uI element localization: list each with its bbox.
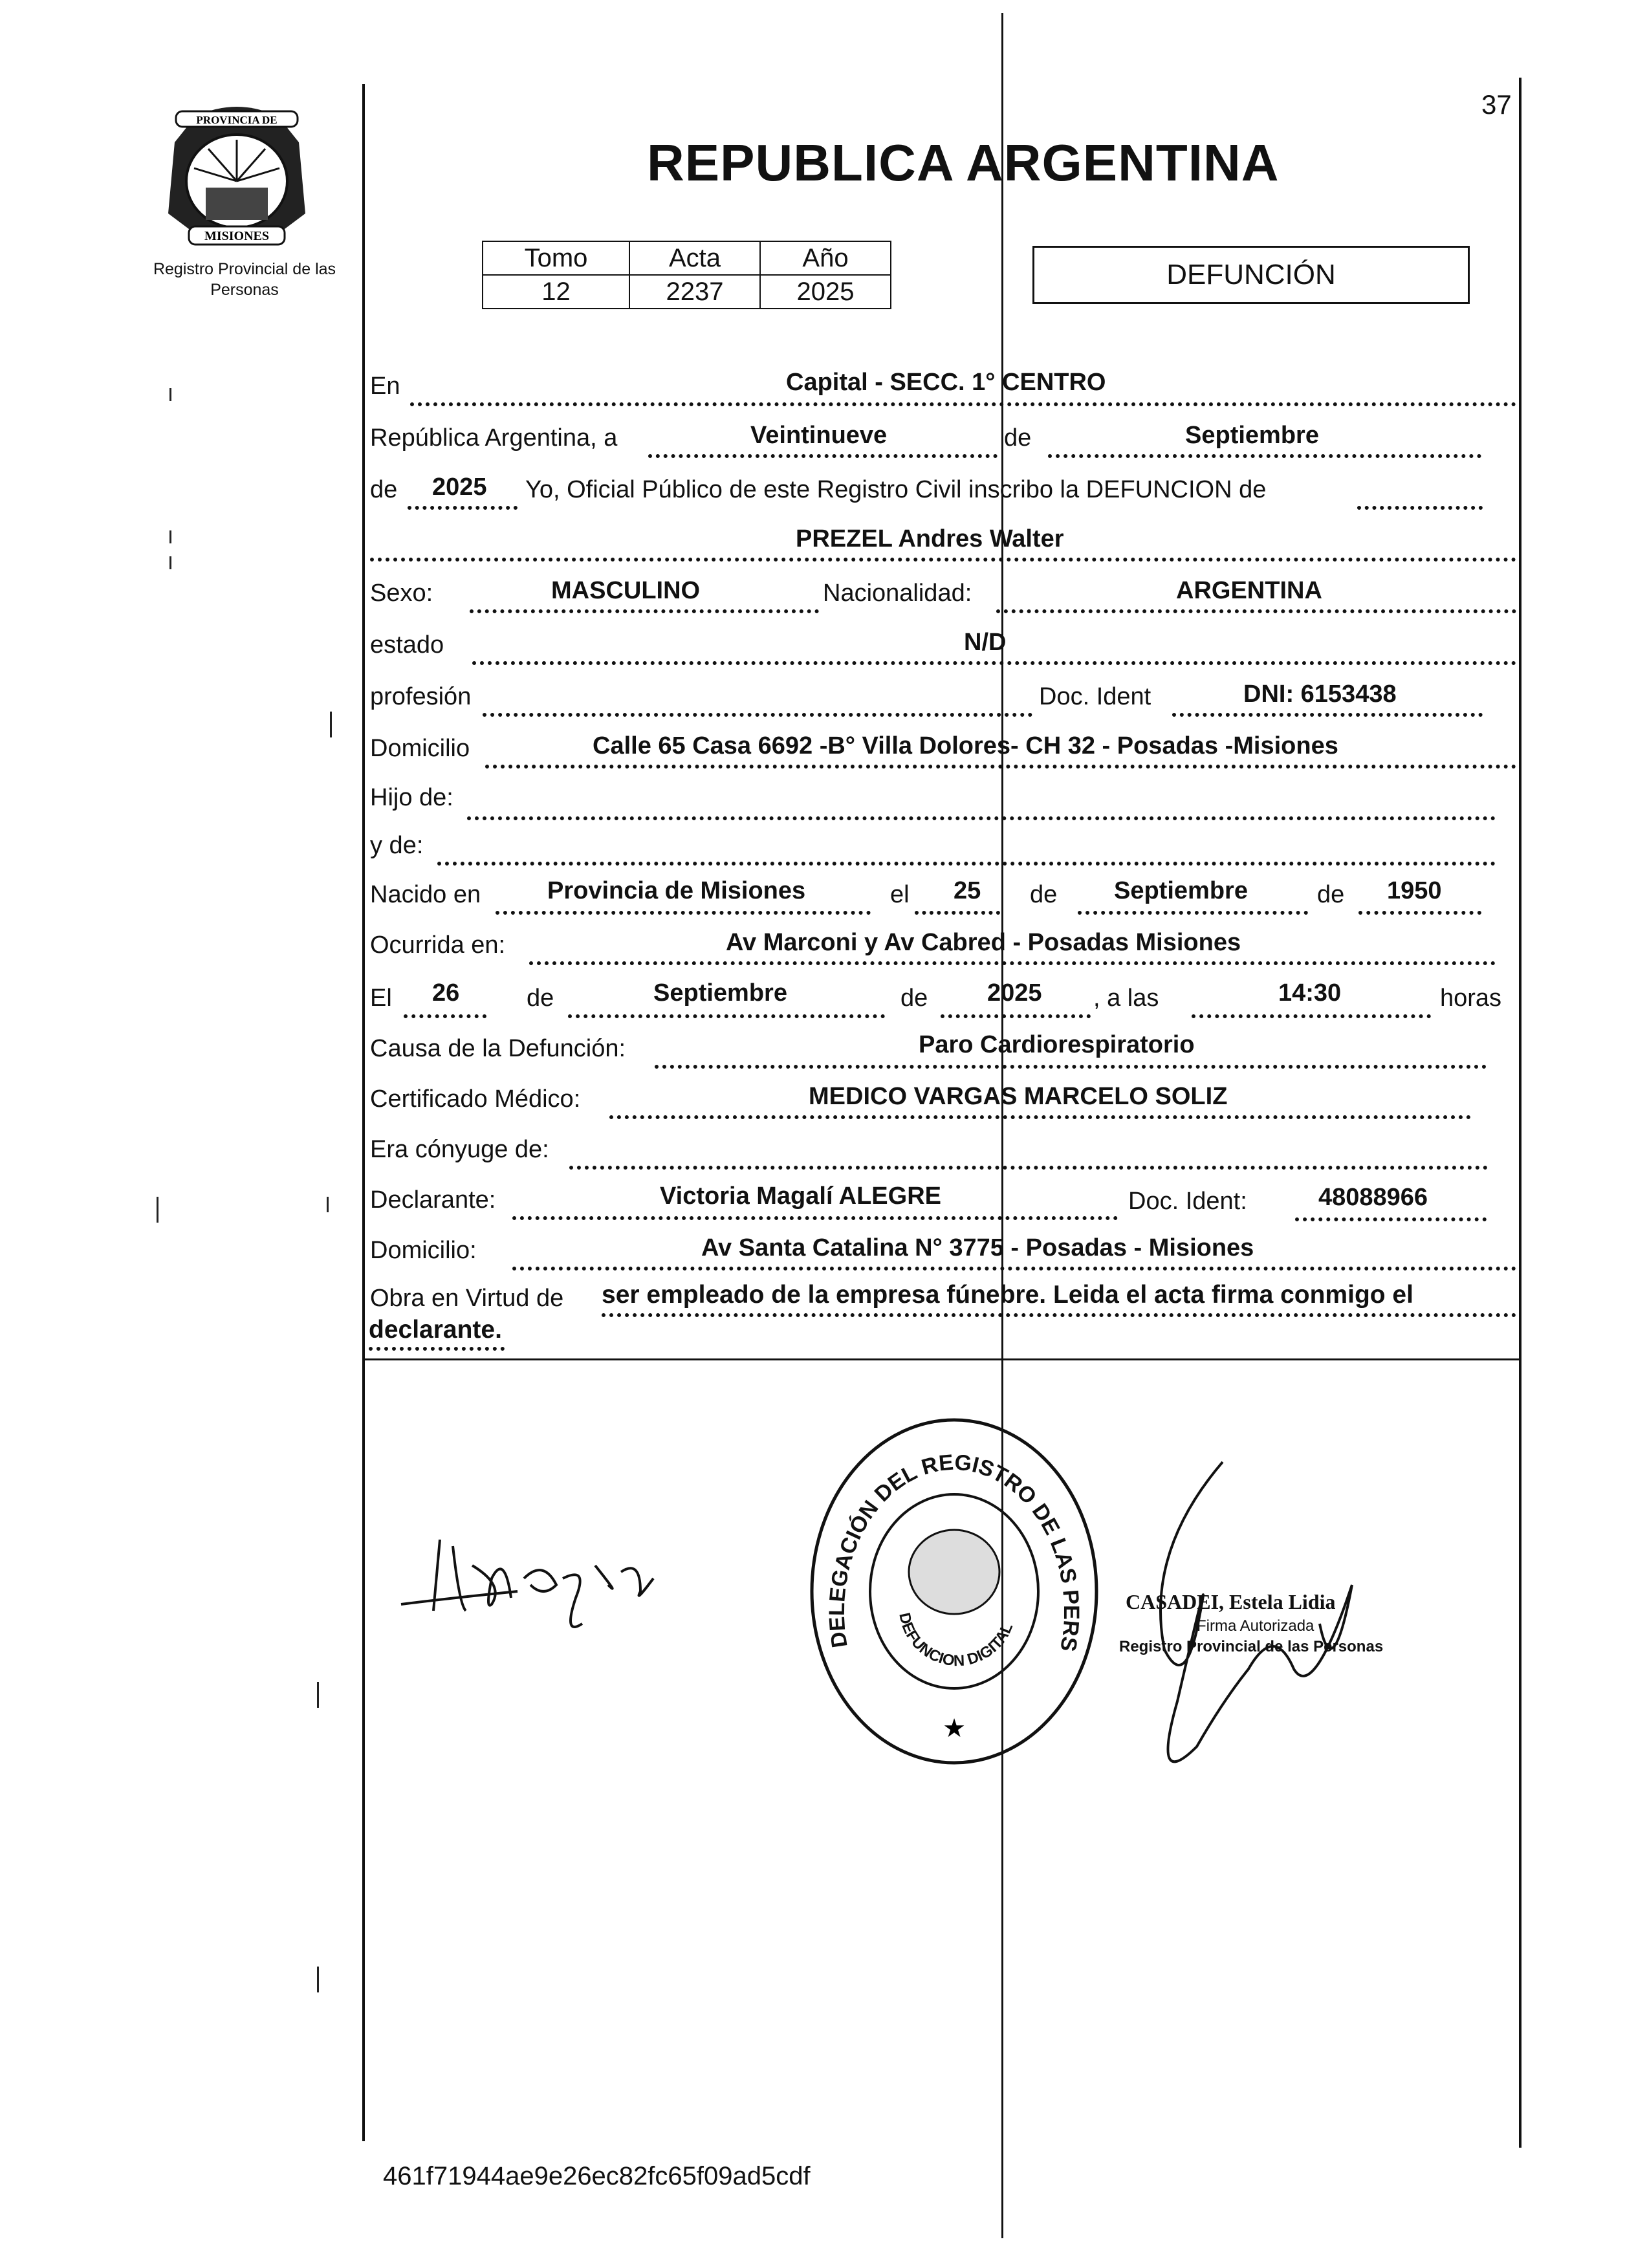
officer-stamp-org: Registro Provincial de las Personas (1119, 1638, 1384, 1655)
stamp-outer-text: DELEGACIÓN DEL REGISTRO DE LAS PERS (824, 1450, 1084, 1653)
label-de: de (1317, 881, 1345, 908)
label-domicilio: Domicilio (370, 735, 470, 762)
label-nacido-en: Nacido en (370, 881, 481, 908)
dotted-line (470, 609, 819, 613)
page-title: REPUBLICA ARGENTINA (647, 134, 1280, 191)
margin-tick (330, 712, 332, 737)
table-header: Año (760, 241, 891, 275)
page-number: 37 (1481, 89, 1512, 120)
svg-text:PROVINCIA DE: PROVINCIA DE (196, 114, 278, 126)
dotted-line (483, 713, 1032, 717)
field-nacionalidad: ARGENTINA (1176, 577, 1322, 604)
label-nacionalidad: Nacionalidad: (823, 580, 972, 607)
field-def-mes: Septiembre (653, 979, 787, 1007)
margin-tick (327, 1197, 329, 1212)
dotted-line (485, 765, 1516, 769)
margin-tick (169, 530, 171, 543)
document-type-box (1032, 246, 1470, 304)
dotted-line (410, 402, 1516, 406)
dotted-line (1358, 911, 1481, 915)
label-declarante: Declarante: (370, 1186, 496, 1214)
table-header: Tomo (483, 241, 629, 275)
dotted-line (1192, 1014, 1431, 1018)
margin-tick (157, 1197, 158, 1223)
label-de: de (370, 476, 398, 503)
dotted-line (369, 1347, 505, 1351)
scan-center-line (1001, 13, 1003, 2238)
svg-text:MISIONES: MISIONES (204, 229, 270, 243)
dotted-line (496, 911, 871, 915)
field-certificado: MEDICO VARGAS MARCELO SOLIZ (809, 1083, 1228, 1110)
dotted-line (404, 1014, 486, 1018)
margin-tick (317, 1967, 319, 1992)
label-conyuge: Era cónyuge de: (370, 1136, 549, 1163)
label-ocurrida-en: Ocurrida en: (370, 932, 506, 959)
dotted-line (1295, 1217, 1487, 1221)
dotted-line (1357, 506, 1483, 510)
label-republica: República Argentina, a (370, 424, 618, 452)
dotted-line (602, 1313, 1516, 1317)
document-hash: 461f71944ae9e26ec82fc65f09ad5cdf (383, 2162, 811, 2190)
field-dia-letras: Veintinueve (750, 422, 888, 449)
field-obra-2: declarante. (369, 1316, 502, 1344)
field-declarante: Victoria Magalí ALEGRE (660, 1183, 941, 1210)
field-mes: Septiembre (1185, 422, 1319, 449)
label-doc-ident: Doc. Ident: (1128, 1188, 1247, 1215)
dotted-line (655, 1065, 1487, 1069)
label-de: de (1030, 881, 1058, 908)
field-lugar: Capital - SECC. 1° CENTRO (786, 369, 1106, 396)
dotted-line (512, 1267, 1516, 1270)
dotted-line (467, 816, 1496, 820)
margin-tick (317, 1682, 319, 1708)
table-cell: 12 (483, 275, 629, 309)
horizontal-rule (362, 1358, 1520, 1360)
dotted-line (1048, 454, 1481, 458)
margin-tick (169, 388, 171, 401)
label-el: El (370, 985, 392, 1012)
label-sexo: Sexo: (370, 580, 433, 607)
dotted-line (568, 1014, 885, 1018)
field-nacido-en: Provincia de Misiones (547, 877, 806, 904)
label-el: el (890, 881, 910, 908)
field-nombre: PREZEL Andres Walter (796, 525, 1064, 552)
table-header: Acta (629, 241, 760, 275)
dotted-line (569, 1166, 1488, 1170)
label-certificado: Certificado Médico: (370, 1085, 581, 1113)
label-obra: Obra en Virtud de (370, 1285, 564, 1312)
record-table (482, 241, 891, 309)
dotted-line (648, 454, 998, 458)
table-cell: 2025 (760, 275, 891, 309)
label-doc-ident: Doc. Ident (1039, 683, 1151, 710)
stamp-inner-text: DEFUNCION DIGITAL (895, 1611, 1017, 1670)
field-def-anio: 2025 (987, 979, 1042, 1007)
label-estado: estado (370, 631, 444, 659)
field-domicilio: Calle 65 Casa 6692 -B° Villa Dolores- CH 32 - Posadas -Misiones (593, 732, 1338, 759)
left-margin-line (362, 84, 365, 2141)
field-doc: DNI: 6153438 (1243, 681, 1397, 708)
label-en: En (370, 373, 400, 400)
field-declarante-doc: 48088966 (1318, 1184, 1428, 1211)
registry-stamp (802, 1413, 1106, 1769)
registry-name: Registro Provincial de las Personas (153, 260, 336, 299)
table-cell: 2237 (629, 275, 760, 309)
declarante-signature (395, 1501, 666, 1643)
label-domicilio: Domicilio: (370, 1237, 477, 1264)
label-horas: horas (1440, 985, 1502, 1012)
label-de: de (900, 985, 928, 1012)
dotted-line (1172, 713, 1483, 717)
label-a-las: , a las (1093, 985, 1159, 1012)
field-nac-dia: 25 (954, 877, 981, 904)
margin-tick (169, 556, 171, 569)
misiones-province-seal-icon (150, 104, 323, 252)
field-hora: 14:30 (1278, 979, 1342, 1007)
dotted-line (915, 911, 1000, 915)
dotted-line (370, 558, 1516, 562)
label-hijo-de: Hijo de: (370, 784, 453, 811)
officer-stamp-role: Firma Autorizada (1197, 1617, 1314, 1635)
field-causa: Paro Cardiorespiratorio (919, 1031, 1195, 1058)
field-anio: 2025 (432, 474, 487, 501)
dotted-line (941, 1014, 1091, 1018)
label-causa: Causa de la Defunción: (370, 1035, 626, 1062)
dotted-line (609, 1115, 1471, 1119)
dotted-line (408, 506, 518, 510)
field-obra-1: ser empleado de la empresa fúnebre. Leida el acta firma conmigo el (602, 1281, 1413, 1309)
field-nac-anio: 1950 (1387, 877, 1442, 904)
field-sexo: MASCULINO (551, 577, 701, 604)
label-de: de (1004, 424, 1032, 452)
dotted-line (996, 609, 1516, 613)
dotted-line (512, 1216, 1118, 1220)
label-profesion: profesión (370, 683, 472, 710)
dotted-line (437, 862, 1496, 866)
officer-stamp-name: CASADEI, Estela Lidia (1126, 1590, 1336, 1613)
field-declarante-domicilio: Av Santa Catalina N° 3775 - Posadas - Misiones (701, 1234, 1254, 1261)
dotted-line (472, 661, 1516, 665)
field-estado: N/D (964, 629, 1007, 656)
label-y-de: y de: (370, 832, 424, 859)
document-type: DEFUNCIÓN (1166, 259, 1336, 290)
stamp-star-icon: ★ (943, 1714, 966, 1743)
label-oficial: Yo, Oficial Público de este Registro Civil inscribo la DEFUNCION de (525, 476, 1267, 503)
field-def-dia: 26 (432, 979, 460, 1007)
field-ocurrida-en: Av Marconi y Av Cabred - Posadas Misiones (726, 929, 1241, 956)
right-margin-line (1519, 78, 1521, 2148)
label-de: de (527, 985, 554, 1012)
svg-text:DEFUNCION DIGITAL (895, 1611, 1016, 1670)
dotted-line (1078, 911, 1308, 915)
dotted-line (529, 961, 1496, 965)
field-nac-mes: Septiembre (1114, 877, 1248, 904)
